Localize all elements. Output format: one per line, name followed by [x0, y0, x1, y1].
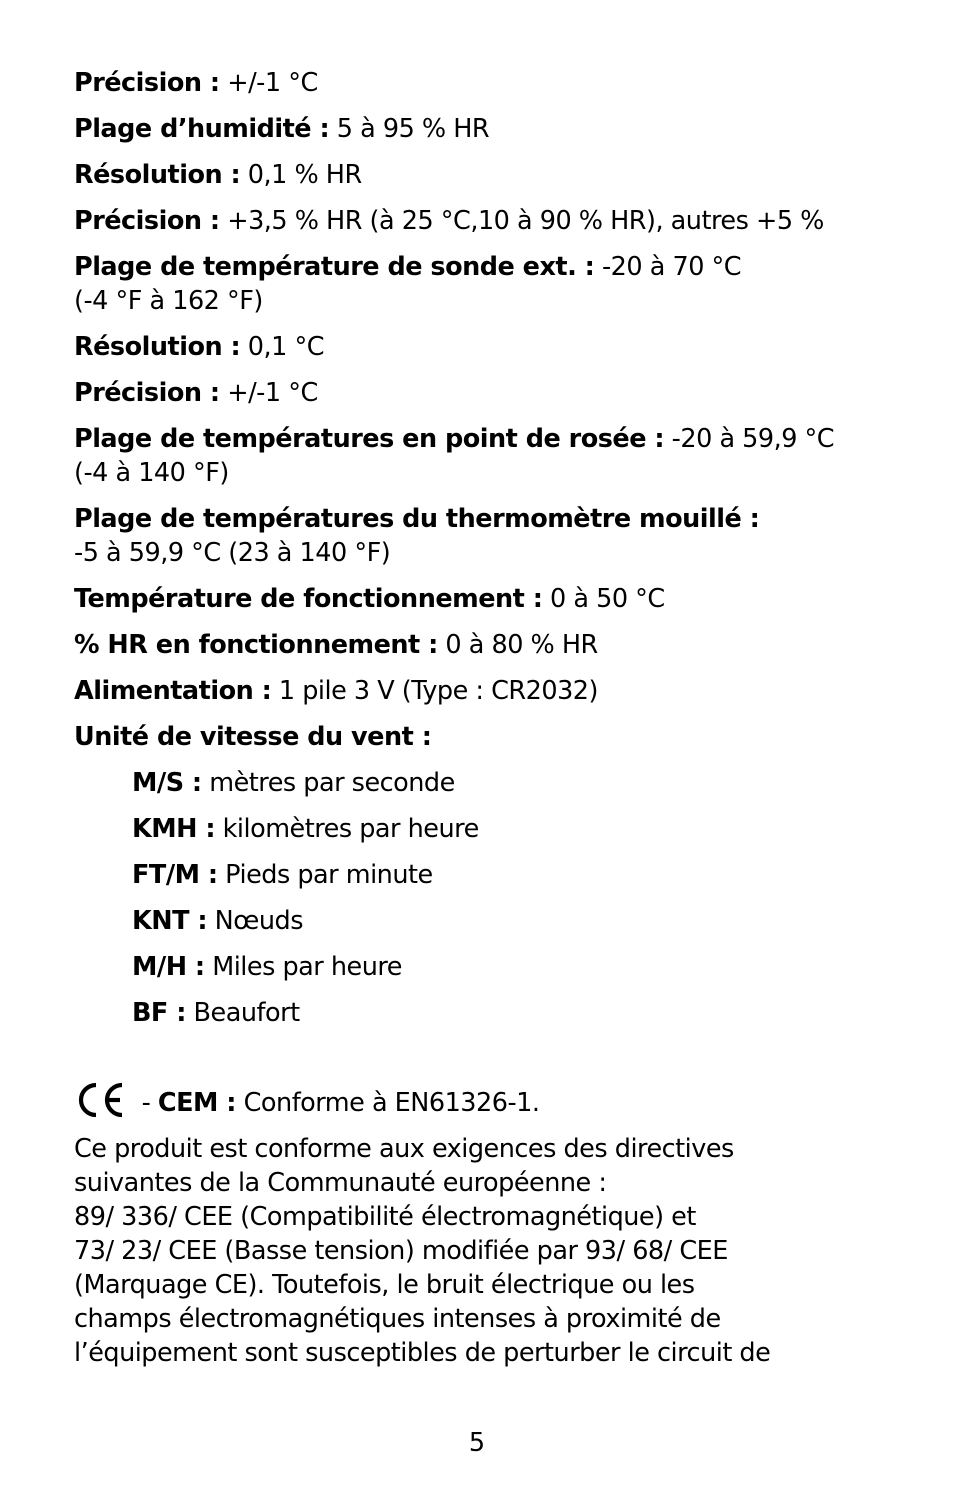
wind-unit-item [132, 950, 874, 984]
spec-power-supply [74, 674, 874, 708]
unit-value: Nœuds [207, 906, 303, 936]
unit-value: kilomètres par heure [215, 814, 479, 844]
spec-operating-temp [74, 582, 874, 616]
spec-accuracy-temp [74, 66, 874, 100]
spec-value: +3,5 % HR (à 25 °C,10 à 90 % HR), autres +5 % [219, 206, 824, 236]
ce-compliance-line [74, 1084, 874, 1120]
spec-value: 1 pile 3 V (Type : CR2032) [271, 676, 598, 706]
spec-value: 0 à 50 °C [542, 584, 665, 614]
paragraph-line: suivantes de la Communauté européenne : [74, 1168, 607, 1198]
spec-value-continued: (-4 à 140 °F) [74, 458, 229, 488]
spec-dew-point-range [74, 422, 874, 490]
unit-value: Miles par heure [204, 952, 402, 982]
paragraph-line: champs électromagnétiques intenses à proximité de [74, 1304, 721, 1334]
spec-value: -20 à 59,9 °C [664, 424, 835, 454]
spec-label: Température de fonctionnement : [74, 584, 543, 614]
paragraph-line: (Marquage CE). Toutefois, le bruit électrique ou les [74, 1270, 695, 1300]
spec-value: 0,1 °C [240, 332, 325, 362]
paragraph-line: 89/ 336/ CEE (Compatibilité électromagnétique) et [74, 1202, 696, 1232]
ce-mark-icon [74, 1082, 126, 1118]
ce-mark-svg [74, 1082, 126, 1118]
unit-value: Beaufort [185, 998, 300, 1028]
ce-label: CEM : [157, 1088, 237, 1118]
spec-operating-humidity [74, 628, 874, 662]
wind-unit-item [132, 858, 874, 892]
spec-label: Résolution : [74, 160, 241, 190]
unit-label: KNT : [132, 906, 208, 936]
spec-value: +/-1 °C [219, 378, 318, 408]
spec-label: Précision : [74, 378, 220, 408]
spec-humidity-resolution [74, 158, 874, 192]
wind-unit-item [132, 904, 874, 938]
unit-value: mètres par seconde [201, 768, 455, 798]
spec-label: Précision : [74, 68, 220, 98]
ce-value: Conforme à EN61326-1. [236, 1088, 540, 1118]
spec-wind-speed-unit [74, 720, 874, 754]
paragraph-line: l’équipement sont susceptibles de perturber le circuit de [74, 1338, 771, 1368]
unit-label: M/S : [132, 768, 202, 798]
spec-label: Plage de températures en point de rosée : [74, 424, 665, 454]
spec-label: Plage d’humidité : [74, 114, 330, 144]
spec-label: Résolution : [74, 332, 241, 362]
wind-unit-item [132, 812, 874, 846]
spec-label: Plage de températures du thermomètre mouillé : [74, 504, 760, 534]
unit-label: FT/M : [132, 860, 218, 890]
spec-temp-resolution [74, 330, 874, 364]
spec-label: % HR en fonctionnement : [74, 630, 438, 660]
spec-wet-bulb-range [74, 502, 874, 570]
spec-value: +/-1 °C [219, 68, 318, 98]
unit-value: Pieds par minute [217, 860, 433, 890]
document-page [74, 66, 874, 1370]
spec-value: 0,1 % HR [240, 160, 362, 190]
compliance-paragraph [74, 1132, 874, 1370]
spec-label: Précision : [74, 206, 220, 236]
wind-unit-item [132, 766, 874, 800]
page-number: 5 [468, 1428, 486, 1458]
spec-value: -20 à 70 °C [594, 252, 742, 282]
spec-label: Unité de vitesse du vent : [74, 722, 432, 752]
unit-label: BF : [132, 998, 186, 1028]
spec-humidity-accuracy [74, 204, 874, 238]
unit-label: KMH : [132, 814, 216, 844]
spec-humidity-range [74, 112, 874, 146]
spec-label: Plage de température de sonde ext. : [74, 252, 595, 282]
spec-value-continued: -5 à 59,9 °C (23 à 140 °F) [74, 538, 391, 568]
ce-dash: - [134, 1088, 158, 1118]
spec-temp-accuracy [74, 376, 874, 410]
spec-list [74, 66, 874, 754]
unit-label: M/H : [132, 952, 205, 982]
spec-value-continued: (-4 °F à 162 °F) [74, 286, 263, 316]
wind-unit-item [132, 996, 874, 1030]
paragraph-line: 73/ 23/ CEE (Basse tension) modifiée par 93/ 68/ CEE [74, 1236, 728, 1266]
wind-unit-list [74, 766, 874, 1030]
paragraph-line: Ce produit est conforme aux exigences des directives [74, 1134, 734, 1164]
spec-probe-temp-range [74, 250, 874, 318]
spec-value: 5 à 95 % HR [329, 114, 490, 144]
spec-value: 0 à 80 % HR [437, 630, 598, 660]
spec-label: Alimentation : [74, 676, 272, 706]
